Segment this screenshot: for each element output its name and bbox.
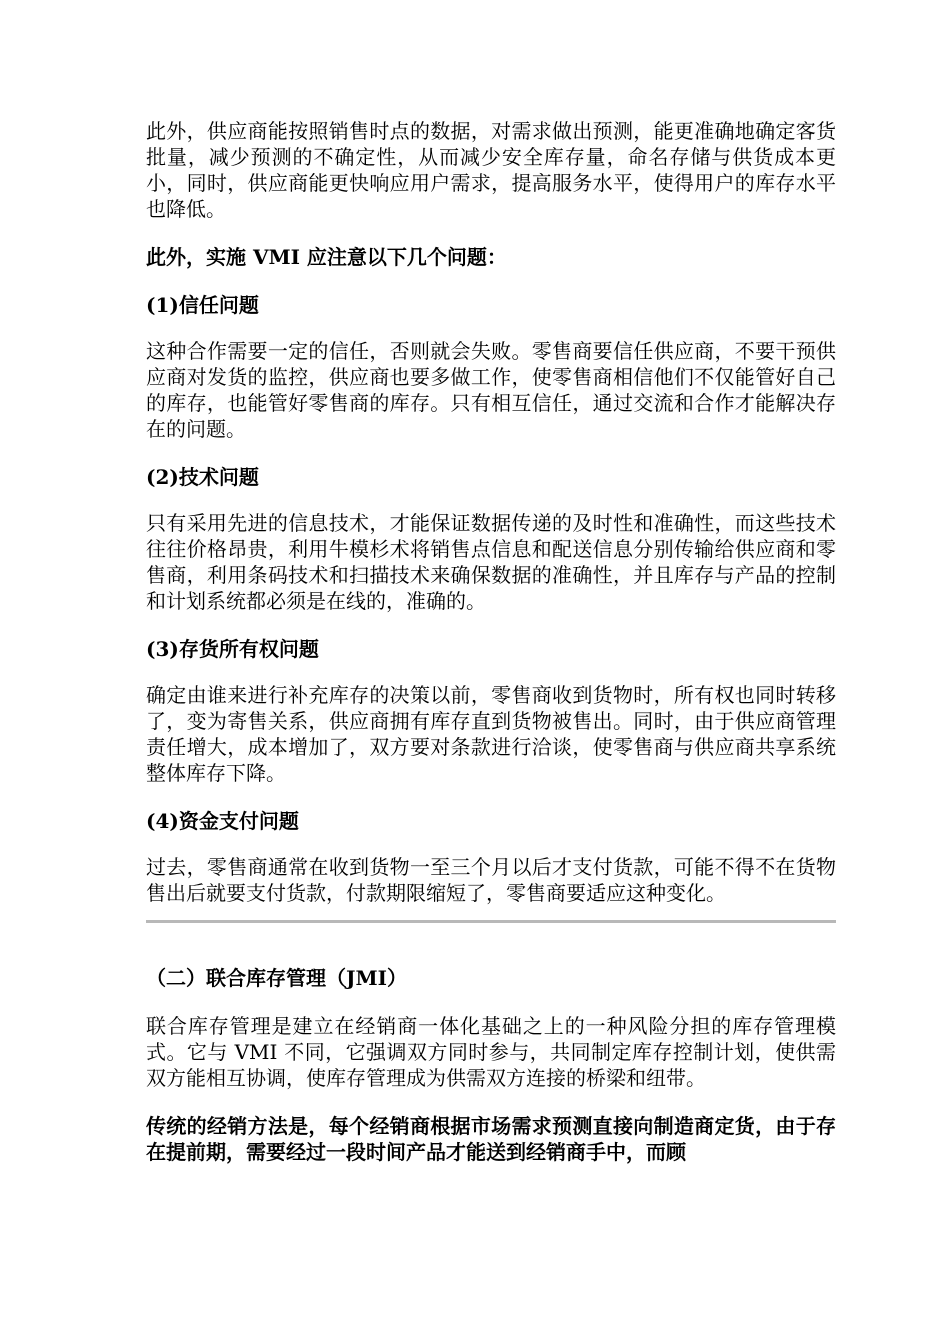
paragraph-traditional-distribution: 传统的经销方法是，每个经销商根据市场需求预测直接向制造商定货，由于存在提前期，需要经过一段时间产品才能送到经销商手中，而顾 <box>146 1114 836 1164</box>
document-page <box>146 118 836 1187</box>
heading-technology-issue: (2)技术问题 <box>146 465 259 489</box>
paragraph-technology-issue: 只有采用先进的信息技术，才能保证数据传递的及时性和准确性，而这些技术往往价格昂贵，利用牛模杉术将销售点信息和配送信息分别传输给供应商和零售商，利用条码技术和扫描技术来确保数据的准确性，并且库存与产品的控制和计划系统都必须是在线的，准确的。 <box>146 511 836 613</box>
heading-ownership-issue: (3)存货所有权问题 <box>146 637 319 661</box>
section-title-jmi: （二）联合库存管理（JMI） <box>146 966 407 990</box>
paragraph-ownership-issue: 确定由谁来进行补充库存的决策以前，零售商收到货物时，所有权也同时转移了，变为寄售关系，供应商拥有库存直到货物被售出。同时，由于供应商管理责任增大，成本增加了，双方要对条款进行洽谈，使零售商与供应商共享系统整体库存下降。 <box>146 683 836 785</box>
paragraph-jmi-definition: 联合库存管理是建立在经销商一体化基础之上的一种风险分担的库存管理模式。它与 VMI 不同，它强调双方同时参与，共同制定库存控制计划，使供需双方能相互协调，使库存管理成为供需双方连接的桥梁和纽带。 <box>146 1014 836 1090</box>
heading-trust-issue: (1)信任问题 <box>146 293 259 317</box>
paragraph-vmi-issues-intro: 此外，实施 VMI 应注意以下几个问题： <box>146 245 507 269</box>
paragraph-trust-issue: 这种合作需要一定的信任，否则就会失败。零售商要信任供应商，不要干预供应商对发货的监控，供应商也要多做工作，使零售商相信他们不仅能管好自己的库存，也能管好零售商的库存。只有相互信任，通过交流和合作才能解决存在的问题。 <box>146 339 836 441</box>
horizontal-divider <box>146 920 836 923</box>
paragraph-payment-issue: 过去，零售商通常在收到货物一至三个月以后才支付货款，可能不得不在货物售出后就要支付货款，付款期限缩短了，零售商要适应这种变化。 <box>146 855 836 905</box>
heading-payment-issue: (4)资金支付问题 <box>146 809 299 833</box>
paragraph-vmi-benefits: 此外，供应商能按照销售时点的数据，对需求做出预测，能更准确地确定客货批量，减少预测的不确定性，从而减少安全库存量，命名存储与供货成本更小，同时，供应商能更快响应用户需求，提高服务水平，使得用户的库存水平也降低。 <box>146 119 836 221</box>
